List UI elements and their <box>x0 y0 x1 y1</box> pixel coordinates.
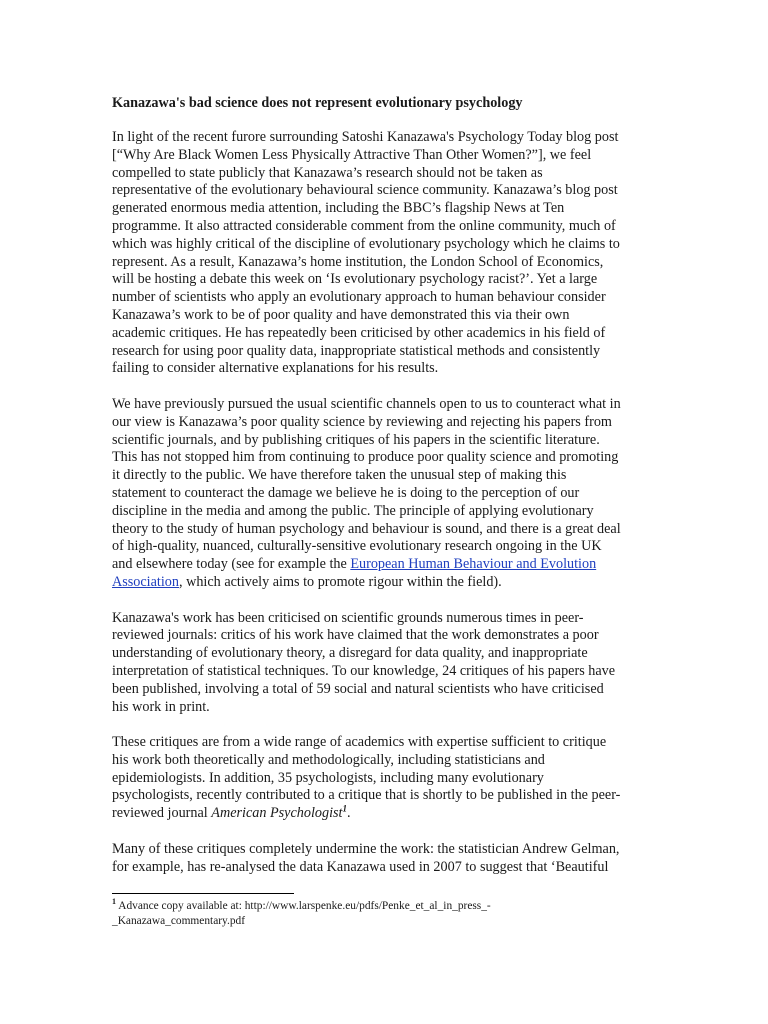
paragraph-line: discipline in the media and among the public. The principle of applying evolutionary <box>112 502 594 519</box>
paragraph-line: his work in print. <box>112 698 210 715</box>
paragraph-line: This has not stopped him from continuing to produce poor quality science and promoting <box>112 449 619 466</box>
footnote-line <box>112 899 657 914</box>
paragraph-line: psychologists, recently contributed to a critique that is shortly to be published in the peer- <box>112 787 621 804</box>
footnote-text: Advance copy available at: http://www.larspenke.eu/pdfs/Penke_et_al_in_press_- <box>116 900 491 912</box>
paragraph-line: of high-quality, nuanced, culturally-sensitive evolutionary research ongoing in the UK <box>112 538 602 555</box>
paragraph-line: interpretation of statistical techniques. To our knowledge, 24 critiques of his papers have <box>112 662 616 679</box>
paragraph-line: understanding of evolutionary theory, a disregard for data quality, and inappropriate <box>112 645 588 662</box>
paragraph-1 <box>112 129 657 378</box>
paragraph-line: theory to the study of human psychology and behaviour is sound, and there is a great deal <box>112 520 621 537</box>
footnote-separator <box>112 893 294 894</box>
paragraph-line: failing to consider alternative explanations for his results. <box>112 360 439 377</box>
paragraph-line: academic critiques. He has repeatedly been criticised by other academics in his field of <box>112 324 606 341</box>
document-page <box>112 84 657 894</box>
document-title: Kanazawa's bad science does not represent evolutionary psychology <box>112 95 523 111</box>
paragraph-line <box>112 805 657 823</box>
paragraph-text: reviewed journal <box>112 805 212 822</box>
paragraph-line: which was highly critical of the discipline of evolutionary psychology which he claims to <box>112 235 620 252</box>
paragraph-3 <box>112 610 657 717</box>
paragraph-line: will be hosting a debate this week on ‘Is evolutionary psychology racist?’. Yet a large <box>112 271 598 288</box>
paragraph-line: our view is Kanazawa’s poor quality science by reviewing and rejecting his papers from <box>112 413 612 430</box>
paragraph-line: compelled to state publicly that Kanazawa’s research should not be taken as <box>112 164 543 181</box>
paragraph-2 <box>112 396 657 592</box>
footnote <box>112 899 657 929</box>
paragraph-line <box>112 574 657 592</box>
paragraph-line: We have previously pursued the usual scientific channels open to us to counteract what in <box>112 395 621 412</box>
paragraph-line: for example, has re-analysed the data Kanazawa used in 2007 to suggest that ‘Beautiful <box>112 858 609 875</box>
paragraph-line: reviewed journals: critics of his work have claimed that the work demonstrates a poor <box>112 627 599 644</box>
footnote-reference[interactable]: 1 <box>342 803 347 814</box>
paragraph-line <box>112 556 657 574</box>
paragraph-line: programme. It also attracted considerable comment from the online community, much of <box>112 217 616 234</box>
journal-name: American Psychologist <box>211 805 343 822</box>
paragraph-line: Kanazawa’s work to be of poor quality and have demonstrated this via their own <box>112 306 570 323</box>
paragraph-line: statement to counteract the damage we believe he is doing to the perception of our <box>112 484 580 501</box>
paragraph-line: research for using poor quality data, inappropriate statistical methods and consistently <box>112 342 601 359</box>
paragraph-line: scientific journals, and by publishing critiques of his papers in the scientific literature. <box>112 431 600 448</box>
paragraph-text: and elsewhere today (see for example the <box>112 556 351 573</box>
paragraph-4 <box>112 734 657 823</box>
paragraph-line: epidemiologists. In addition, 35 psychologists, including many evolutionary <box>112 769 544 786</box>
paragraph-line: representative of the evolutionary behavioural science community. Kanazawa’s blog post <box>112 182 618 199</box>
paragraph-line: generated enormous media attention, including the BBC’s flagship News at Ten <box>112 200 565 217</box>
ehbea-link[interactable]: European Human Behaviour and Evolution <box>350 556 597 573</box>
footnote-line: _Kanazawa_commentary.pdf <box>112 915 246 927</box>
paragraph-line: his work both theoretically and methodologically, including statisticians and <box>112 751 545 768</box>
ehbea-link-continued[interactable]: Association <box>112 573 179 590</box>
paragraph-text: . <box>347 805 351 822</box>
paragraph-line: Many of these critiques completely undermine the work: the statistician Andrew Gelman, <box>112 840 620 857</box>
paragraph-line: These critiques are from a wide range of academics with expertise sufficient to critique <box>112 734 607 751</box>
paragraph-line: it directly to the public. We have therefore taken the unusual step of making this <box>112 467 567 484</box>
paragraph-line: [“Why Are Black Women Less Physically Attractive Than Other Women?”], we feel <box>112 146 592 163</box>
paragraph-line: In light of the recent furore surrounding Satoshi Kanazawa's Psychology Today blog post <box>112 129 619 145</box>
paragraph-text: , which actively aims to promote rigour within the field). <box>179 573 502 590</box>
paragraph-line: been published, involving a total of 59 social and natural scientists who have criticised <box>112 680 604 697</box>
paragraph-line: Kanazawa's work has been criticised on scientific grounds numerous times in peer- <box>112 609 584 626</box>
paragraph-line: represent. As a result, Kanazawa’s home institution, the London School of Economics, <box>112 253 604 270</box>
paragraph-line: number of scientists who apply an evolutionary approach to human behaviour consider <box>112 289 606 306</box>
footnote-marker: 1 <box>112 897 116 907</box>
paragraph-5 <box>112 841 657 877</box>
